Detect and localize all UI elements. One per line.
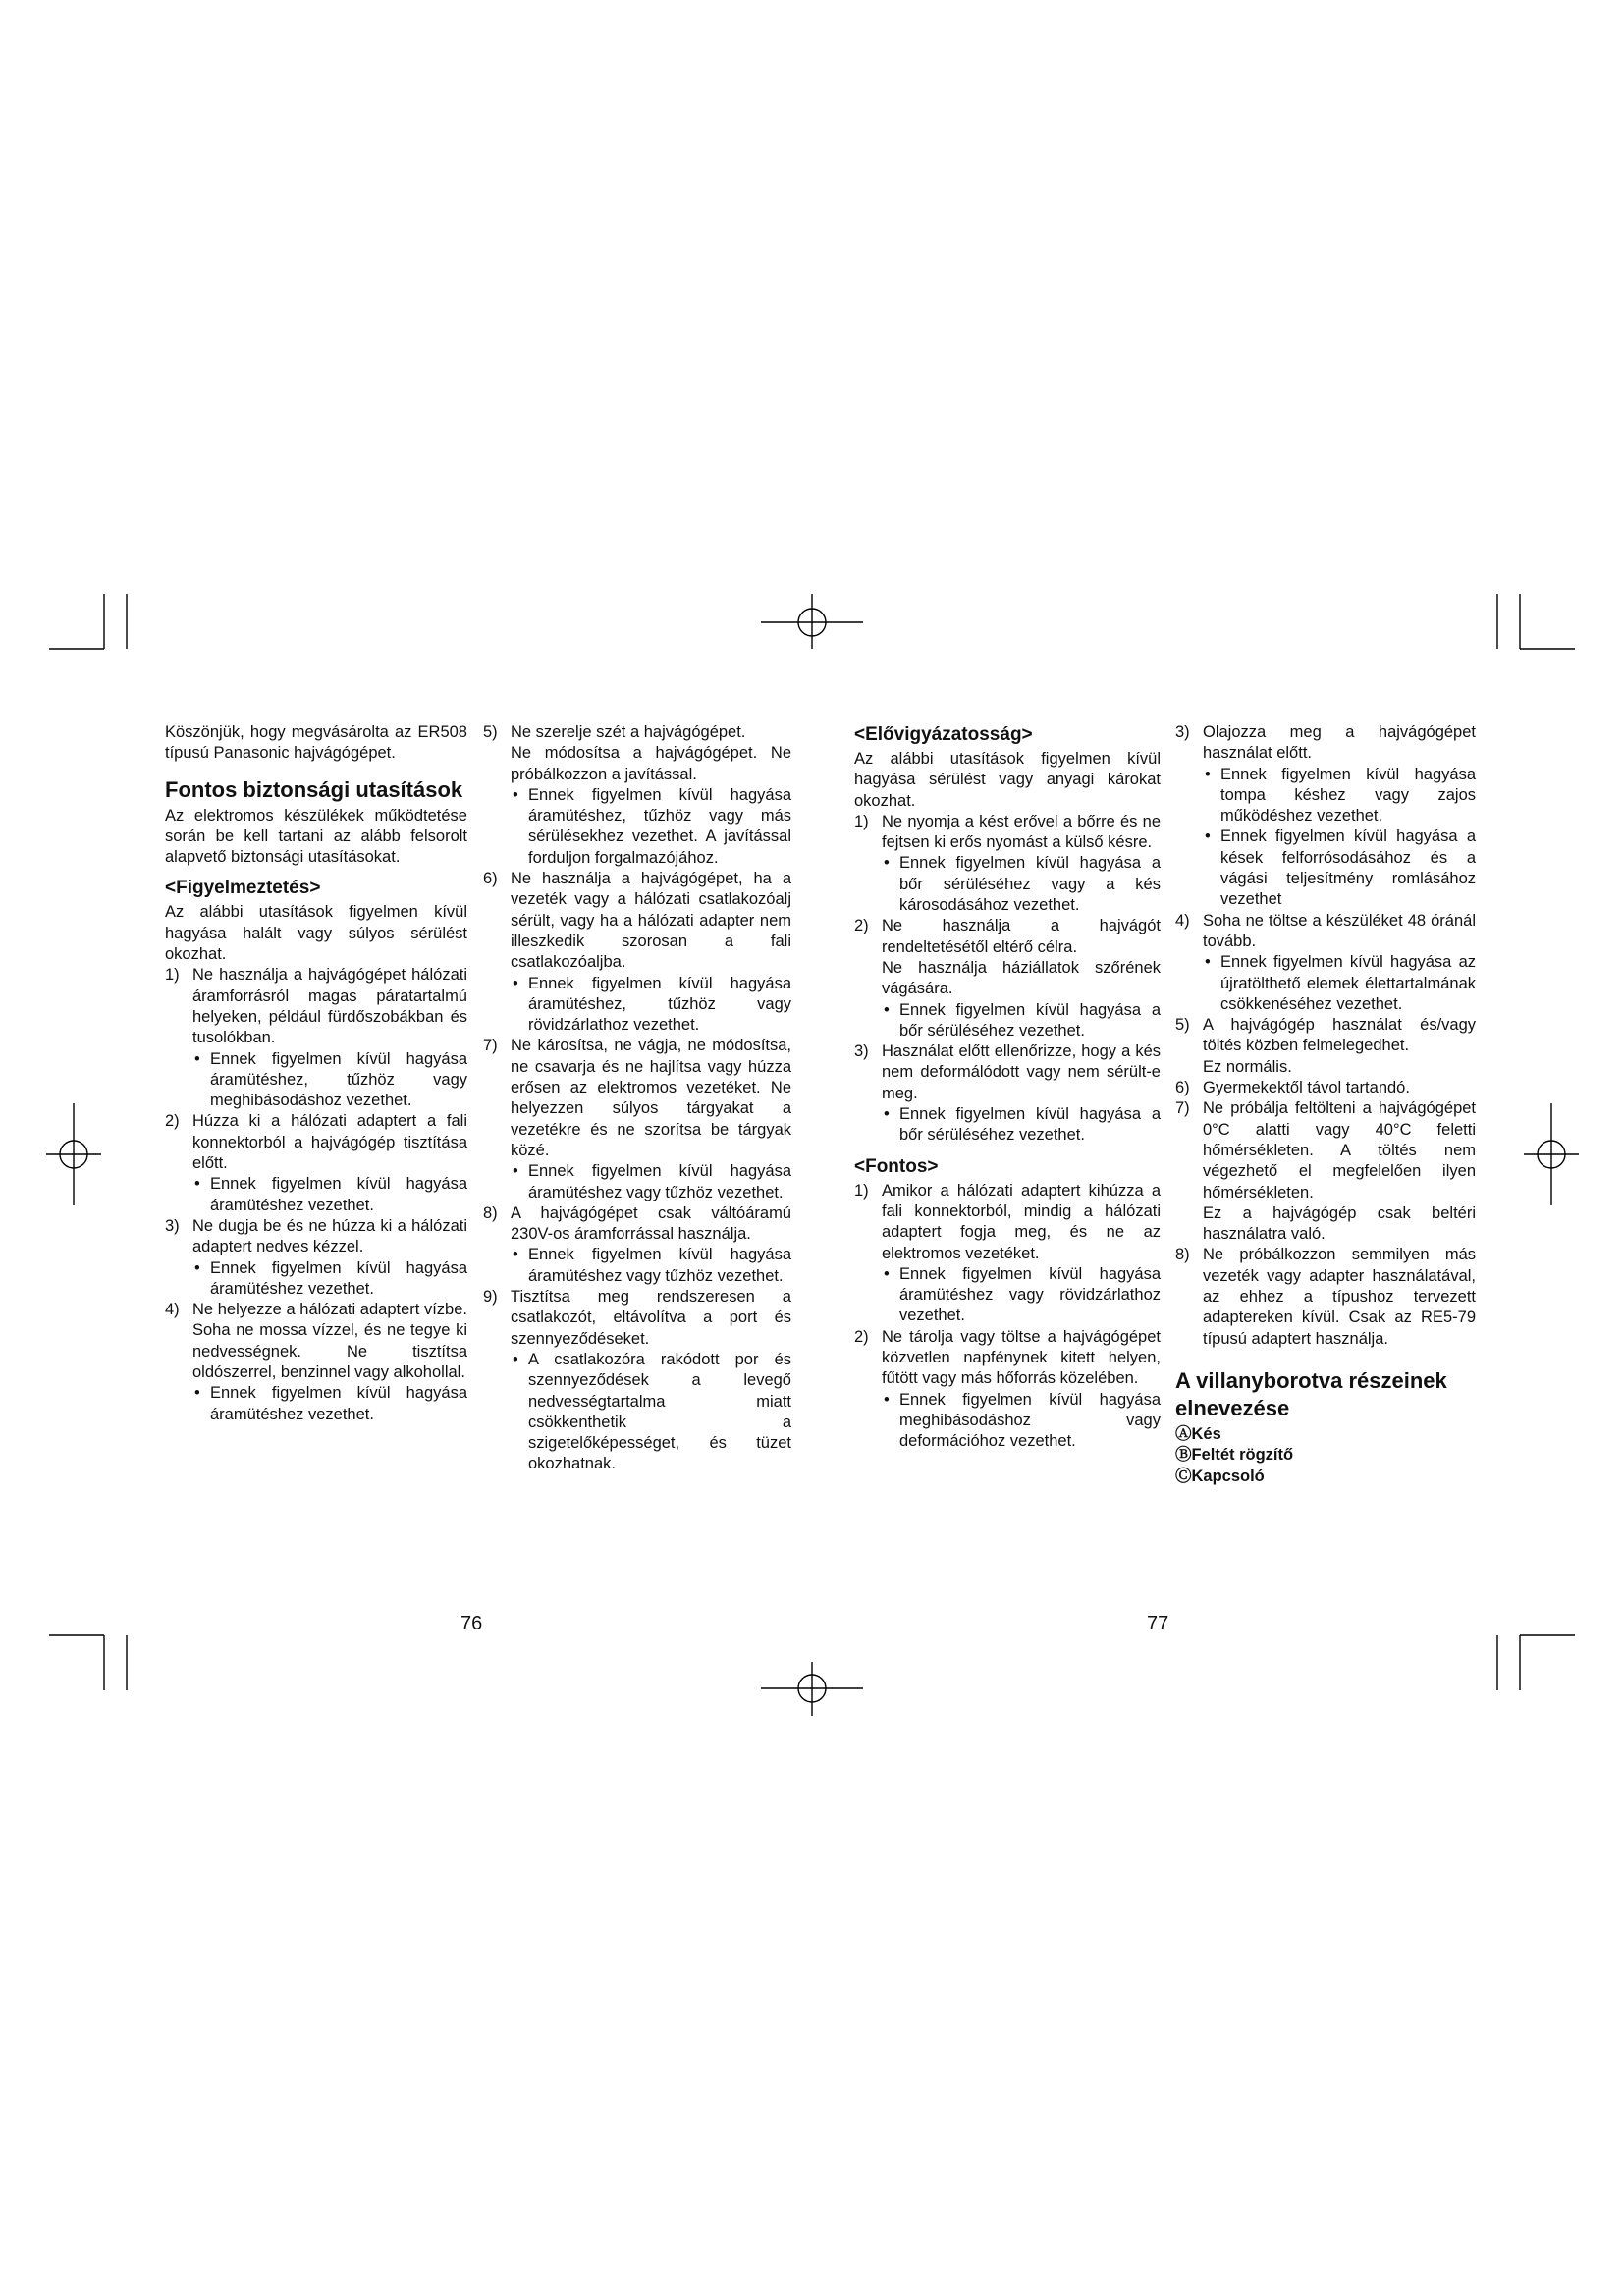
item-text: Ne használja a hajvágógépet hálózati áramforrásról magas páratartalmú helyeken, például fürdőszobákban és tusolókban. (192, 966, 467, 1047)
item-number: 2) (854, 917, 869, 935)
bullet-text: Ennek figyelmen kívül hagyása áramütéshez vezethet. (210, 1175, 467, 1214)
bullet-text: Ennek figyelmen kívül hagyása áramütéshez vezethet. (210, 1384, 467, 1423)
item-text: Használat előtt ellenőrizze, hogy a kés nem deformálódott vagy nem sérült-e meg. (882, 1042, 1161, 1102)
list-item (854, 812, 1161, 854)
bullet-icon: • (194, 1175, 200, 1194)
column-2 (483, 722, 791, 1475)
list-item (165, 1216, 467, 1258)
bullet-item (483, 974, 791, 1037)
item-number: 7) (1175, 1099, 1190, 1118)
bullet-icon: • (1205, 953, 1211, 972)
item-number: 4) (1175, 911, 1190, 930)
bullet-item (1175, 952, 1476, 1015)
caution-intro: Az alábbi utasítások figyelmen kívül hagyása sérülést vagy anyagi károkat okozhat. (854, 750, 1161, 810)
safety-intro: Az elektromos készülékek működtetése során be kell tartani az alább felsorolt alapvető biztonsági utasításokat. (165, 806, 467, 867)
item-text: Ne tárolja vagy töltse a hajvágógépet közvetlen napfénynek kitett helyen, fűtött vagy más hőforrás közelében. (882, 1327, 1161, 1388)
list-item (483, 1287, 791, 1350)
bullet-item (165, 1049, 467, 1112)
item-continuation: Ez normális. (1203, 1057, 1292, 1076)
bullet-text: A csatlakozóra rakódott por és szennyeződések a levegő nedvességtartalma miatt csökkenthetik a szigetelőképességet, és tüzet okozhatnak. (528, 1350, 791, 1473)
list-item (165, 965, 467, 1048)
bullet-text: Ennek figyelmen kívül hagyása áramütéshez vagy tűzhöz vezethet. (528, 1162, 791, 1201)
item-text: Gyermekektől távol tartandó. (1203, 1079, 1410, 1097)
list-item (483, 722, 791, 743)
item-number: 6) (1175, 1079, 1190, 1097)
bullet-text: Ennek figyelmen kívül hagyása áramütéshez, tűzhöz vagy rövidzárlathoz vezethet. (528, 974, 791, 1035)
column-3 (854, 722, 1161, 1453)
item-number: 1) (854, 1181, 869, 1200)
list-item (483, 869, 791, 973)
bullet-text: Ennek figyelmen kívül hagyása tompa késhez vagy zajos működéshez vezethet. (1220, 765, 1476, 826)
important-heading: <Fontos> (854, 1155, 939, 1177)
bullet-item (483, 1350, 791, 1475)
item-number: 4) (165, 1301, 180, 1319)
part-switch: ⒸKapcsoló (1175, 1467, 1265, 1485)
page-number-right: 77 (1147, 1613, 1169, 1634)
item-number: 7) (483, 1037, 498, 1055)
list-item (1175, 1015, 1476, 1057)
bullet-text: Ennek figyelmen kívül hagyása a bőr sérüléséhez vagy a kés károsodásához vezethet. (899, 854, 1161, 915)
bullet-item (1175, 827, 1476, 910)
part-knife: ⒶKés (1175, 1424, 1221, 1443)
bullet-icon: • (194, 1384, 200, 1403)
bullet-icon: • (884, 854, 890, 873)
bullet-item (854, 1104, 1161, 1147)
list-item (483, 1203, 791, 1246)
item-text: A hajvágógépet csak váltóáramú 230V-os áramforrással használja. (511, 1203, 791, 1244)
warning-heading: <Figyelmeztetés> (165, 878, 321, 899)
item-text: Ne szerelje szét a hajvágógépet. (511, 723, 746, 741)
bullet-item (483, 1161, 791, 1203)
list-item (165, 1111, 467, 1174)
item-continuation: Ez a hajvágógép csak beltéri használatra való. (1203, 1203, 1476, 1244)
list-item (1175, 1098, 1476, 1202)
bullet-icon: • (513, 1246, 518, 1264)
bullet-item (165, 1258, 467, 1301)
bullet-item (165, 1383, 467, 1425)
list-item (854, 916, 1161, 958)
safety-heading: Fontos biztonsági utasítások (165, 776, 463, 802)
item-number: 3) (165, 1216, 180, 1235)
bullet-icon: • (194, 1049, 200, 1068)
item-text: Ne helyezze a hálózati adaptert vízbe. Soha ne mossa vízzel, és ne tegye ki nedvességnek. Ne tisztítsa oldószerrel, benzinnel vagy alkohollal. (192, 1301, 467, 1382)
item-text: Amikor a hálózati adaptert kihúzza a fali konnektorból, mindig a hálózati adaptert fogja meg, és ne az elektromos vezetéket. (882, 1181, 1161, 1262)
item-number: 8) (1175, 1246, 1190, 1264)
item-continuation: Ne használja háziállatok szőrének vágására. (882, 958, 1161, 998)
bullet-icon: • (884, 1000, 890, 1019)
bullet-item (854, 853, 1161, 916)
bullet-text: Ennek figyelmen kívül hagyása áramütéshez, tűzhöz vagy meghibásodáshoz vezethet. (210, 1049, 467, 1110)
item-number: 6) (483, 870, 498, 888)
list-item (1175, 1078, 1476, 1098)
list-item (1175, 911, 1476, 953)
bullet-text: Ennek figyelmen kívül hagyása a kések felforrósodásához és a vágási teljesítmény romlásához vezethet (1220, 828, 1476, 909)
bullet-item (483, 785, 791, 869)
item-text: Ne dugja be és ne húzza ki a hálózati adaptert nedves kézzel. (192, 1216, 467, 1256)
bullet-text: Ennek figyelmen kívül hagyása meghibásodáshoz vagy deformációhoz vezethet. (899, 1390, 1161, 1451)
caution-heading: <Elővigyázatosság> (854, 724, 1033, 745)
item-text: Tisztítsa meg rendszeresen a csatlakozót, eltávolítva a port és szennyeződéseket. (511, 1288, 791, 1348)
item-number: 2) (854, 1327, 869, 1346)
bullet-icon: • (884, 1105, 890, 1124)
list-item (483, 1036, 791, 1161)
item-text: Ne használja a hajvágót rendeltetésétől eltérő célra. (882, 917, 1161, 956)
item-number: 5) (1175, 1016, 1190, 1035)
item-text: Ne károsítsa, ne vágja, ne módosítsa, ne csavarja és ne hajlítsa vagy húzza erősen az elektromos vezetéket. Ne helyezzen súlyos tárgyakat a vezetékre és ne szorítsa be tárgyak közé. (511, 1037, 791, 1159)
bullet-icon: • (513, 1350, 518, 1368)
list-item (854, 1181, 1161, 1264)
item-number: 9) (483, 1288, 498, 1307)
warning-intro: Az alábbi utasítások figyelmen kívül hagyása halált vagy súlyos sérülést okozhat. (165, 903, 467, 964)
item-text: Ne próbálja feltölteni a hajvágógépet 0°C alatti vagy 40°C feletti hőmérsékleten. A töltés nem végezhető el megfelelően ilyen hőmérsékleten. (1203, 1099, 1476, 1201)
list-item (1175, 1245, 1476, 1349)
bullet-text: Ennek figyelmen kívül hagyása a bőr sérüléséhez vezethet. (899, 1105, 1161, 1145)
bullet-text: Ennek figyelmen kívül hagyása áramütéshez vagy rövidzárlathoz vezethet. (899, 1264, 1161, 1325)
bullet-item (1175, 765, 1476, 828)
item-number: 8) (483, 1203, 498, 1222)
column-4 (1175, 722, 1476, 1487)
parts-list (1175, 1424, 1476, 1487)
item-number: 3) (854, 1042, 869, 1061)
bullet-text: Ennek figyelmen kívül hagyása áramütéshez vagy tűzhöz vezethet. (528, 1246, 791, 1285)
bullet-icon: • (194, 1258, 200, 1277)
bullet-icon: • (884, 1264, 890, 1283)
parts-heading: A villanyborotva részeinek elnevezése (1175, 1367, 1447, 1420)
item-text: Ne nyomja a kést erővel a bőrre és ne fejtsen ki erős nyomást a külső késre. (882, 812, 1161, 852)
item-text: Soha ne töltse a készüléket 48 óránál tovább. (1203, 911, 1476, 950)
list-item (854, 1041, 1161, 1104)
column-1 (165, 722, 467, 1425)
list-item (165, 1300, 467, 1383)
item-number: 3) (1175, 723, 1190, 741)
list-item (1175, 722, 1476, 765)
bullet-text: Ennek figyelmen kívül hagyása áramütéshez vezethet. (210, 1258, 467, 1298)
bullet-item (854, 1000, 1161, 1042)
part-attachment-lock: ⒷFeltét rögzítő (1175, 1446, 1294, 1465)
item-text: Olajozza meg a hajvágógépet használat előtt. (1203, 723, 1476, 763)
item-number: 2) (165, 1112, 180, 1131)
item-text: Ne használja a hajvágógépet, ha a vezeték vagy a hálózati csatlakozóalj sérült, vagy ha a hálózati adapter nem illeszkedik szorosan a fali csatlakozóaljba. (511, 870, 791, 972)
bullet-text: Ennek figyelmen kívül hagyása a bőr sérüléséhez vezethet. (899, 1000, 1161, 1040)
item-text: A hajvágógép használat és/vagy töltés közben felmelegedhet. (1203, 1016, 1476, 1055)
bullet-icon: • (513, 785, 518, 804)
item-number: 5) (483, 723, 498, 741)
item-number: 1) (854, 812, 869, 830)
item-number: 1) (165, 966, 180, 985)
bullet-icon: • (1205, 765, 1211, 783)
bullet-item (483, 1245, 791, 1287)
item-text: Húzza ki a hálózati adaptert a fali konnektorból a hajvágógép tisztítása előtt. (192, 1112, 467, 1173)
bullet-icon: • (884, 1390, 890, 1409)
list-item (854, 1327, 1161, 1390)
bullet-icon: • (513, 974, 518, 992)
item-continuation: Ne módosítsa a hajvágógépet. Ne próbálkozzon a javítással. (511, 744, 791, 783)
bullet-item (854, 1390, 1161, 1453)
bullet-item (854, 1264, 1161, 1327)
item-text: Ne próbálkozzon semmilyen más vezeték vagy adapter használatával, az ehhez a típushoz tervezett adaptereken kívül. Csak az RE5-79 típusú adaptert használja. (1203, 1246, 1476, 1348)
bullet-item (165, 1174, 467, 1216)
bullet-text: Ennek figyelmen kívül hagyása áramütéshez, tűzhöz vagy más sérülésekhez vezethet. A javítással forduljon forgalmazójához. (528, 785, 791, 867)
intro-text: Köszönjük, hogy megvásárolta az ER508 típusú Panasonic hajvágógépet. (165, 723, 467, 763)
bullet-icon: • (513, 1162, 518, 1181)
page-number-left: 76 (460, 1613, 483, 1634)
bullet-text: Ennek figyelmen kívül hagyása az újratölthető elemek élettartalmának csökkenéséhez vezethet. (1220, 953, 1476, 1013)
bullet-icon: • (1205, 828, 1211, 846)
